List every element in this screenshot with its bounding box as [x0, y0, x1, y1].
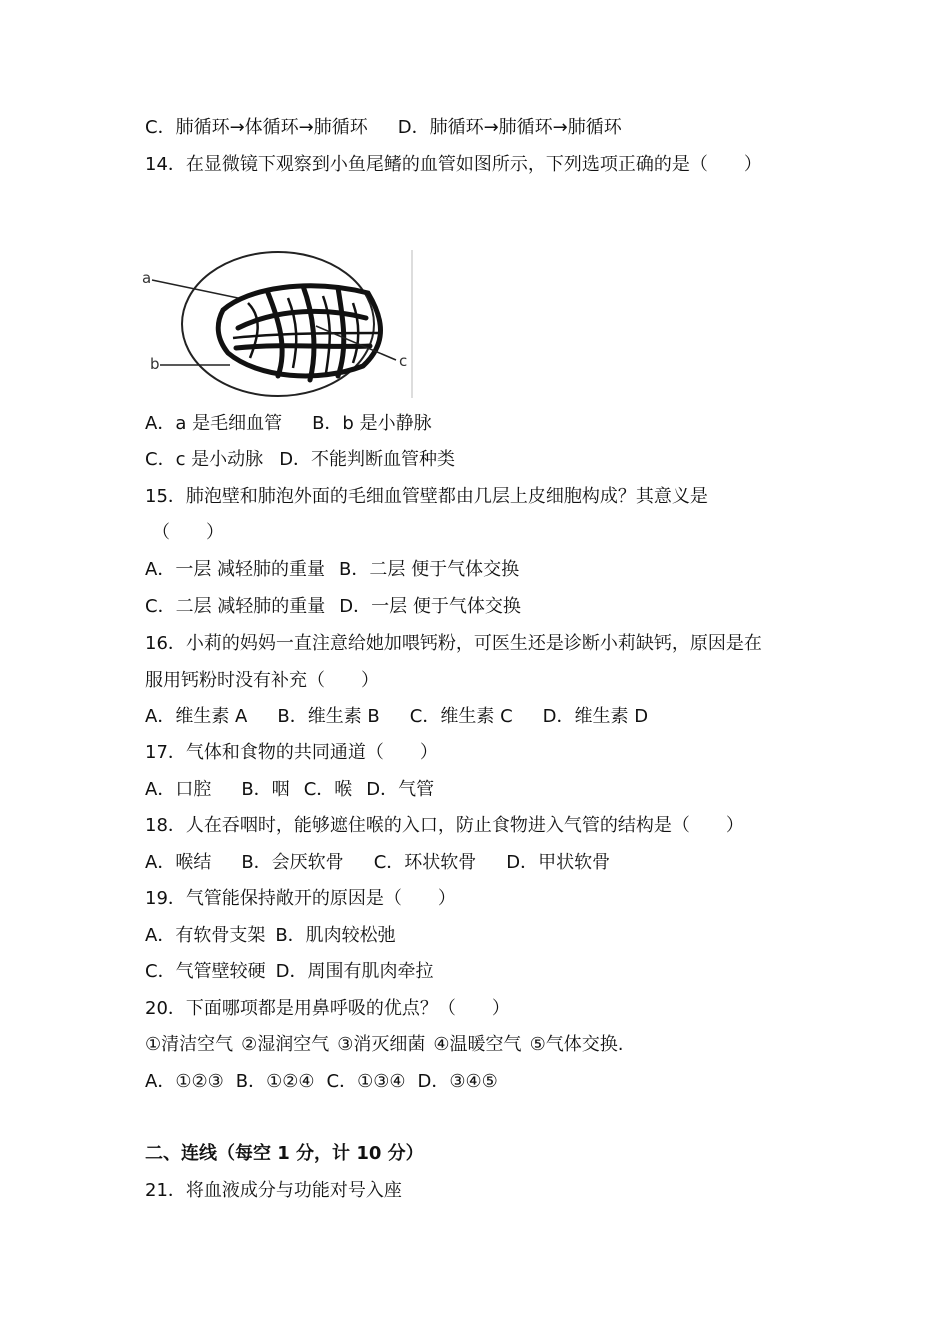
q17-stem: 17．气体和食物的共同通道（ ）	[145, 742, 438, 763]
option-d: D．周围有肌肉牵拉	[275, 961, 434, 982]
item-1: ①清洁空气	[145, 1034, 234, 1055]
option-d: D．一层 便于气体交换	[339, 596, 521, 617]
q20-options	[145, 1070, 498, 1094]
option-c: C．二层 减轻肺的重量	[145, 596, 326, 617]
option-a: A．口腔	[145, 779, 212, 800]
option-a: A．①②③	[145, 1071, 224, 1092]
q19-options-cd	[145, 960, 433, 984]
option-c: C．肺循环→体循环→肺循环	[145, 117, 368, 138]
option-a: A．a 是毛细血管	[145, 413, 283, 434]
q19-stem: 19．气管能保持敞开的原因是（ ）	[145, 888, 456, 909]
option-c: C．环状软骨	[373, 852, 477, 873]
option-b: B．b 是小静脉	[312, 413, 432, 434]
option-c: C．喉	[303, 779, 353, 800]
q15-stem-line1: 15．肺泡壁和肺泡外面的毛细血管壁都由几层上皮细胞构成？其意义是	[145, 486, 708, 507]
item-5: ⑤气体交换.	[529, 1034, 624, 1055]
q18-stem: 18．人在吞咽时，能够遮住喉的入口，防止食物进入气管的结构是（ ）	[145, 815, 744, 836]
q15-stem-line2: （ ）	[152, 522, 224, 543]
q16-stem-line2: 服用钙粉时没有补充（ ）	[145, 670, 379, 691]
option-a: A．喉结	[145, 852, 212, 873]
option-b: B．①②④	[235, 1071, 315, 1092]
option-d: D．维生素 D	[542, 706, 649, 727]
item-3: ③消灭细菌	[337, 1034, 426, 1055]
q17-options	[145, 778, 434, 802]
option-b: B．肌肉较松弛	[275, 925, 396, 946]
option-a: A．维生素 A	[145, 706, 248, 727]
option-d: D．不能判断血管种类	[279, 449, 456, 470]
fish-tail-capillary-figure	[138, 248, 418, 400]
q20-items	[145, 1033, 623, 1057]
q14-options-cd	[145, 448, 455, 472]
option-b: B．维生素 B	[277, 706, 380, 727]
option-c: C．c 是小动脉	[145, 449, 264, 470]
q14-options-ab	[145, 412, 432, 436]
q13-options-cd	[145, 116, 622, 140]
item-4: ④温暖空气	[433, 1034, 522, 1055]
q19-options-ab	[145, 924, 396, 948]
item-2: ②湿润空气	[241, 1034, 330, 1055]
option-a: A．一层 减轻肺的重量	[145, 559, 326, 580]
q15-options-ab	[145, 558, 519, 582]
section-heading: 二、连线（每空 1 分，计 10 分）	[145, 1143, 424, 1164]
option-d: D．甲状软骨	[506, 852, 611, 873]
option-c: C．维生素 C	[409, 706, 513, 727]
q16-stem-line1: 16．小莉的妈妈一直注意给她加喂钙粉，可医生还是诊断小莉缺钙，原因是在	[145, 633, 762, 654]
label-c: c	[399, 352, 408, 370]
q18-options	[145, 851, 610, 875]
option-d: D．气管	[366, 779, 435, 800]
q16-options	[145, 705, 648, 729]
option-b: B．二层 便于气体交换	[339, 559, 520, 580]
option-b: B．咽	[241, 779, 290, 800]
q14-stem: 14．在显微镜下观察到小鱼尾鳍的血管如图所示，下列选项正确的是（ ）	[145, 154, 762, 175]
option-c: C．①③④	[326, 1071, 406, 1092]
option-a: A．有软骨支架	[145, 925, 266, 946]
q21-stem: 21．将血液成分与功能对号入座	[145, 1180, 402, 1201]
option-b: B．会厌软骨	[241, 852, 344, 873]
option-c: C．气管壁较硬	[145, 961, 266, 982]
label-b: b	[150, 355, 160, 373]
q15-options-cd	[145, 595, 521, 619]
label-a: a	[142, 269, 152, 287]
option-d: D．③④⑤	[417, 1071, 498, 1092]
option-d: D．肺循环→肺循环→肺循环	[397, 117, 622, 138]
q20-stem: 20．下面哪项都是用鼻呼吸的优点？（ ）	[145, 998, 510, 1019]
